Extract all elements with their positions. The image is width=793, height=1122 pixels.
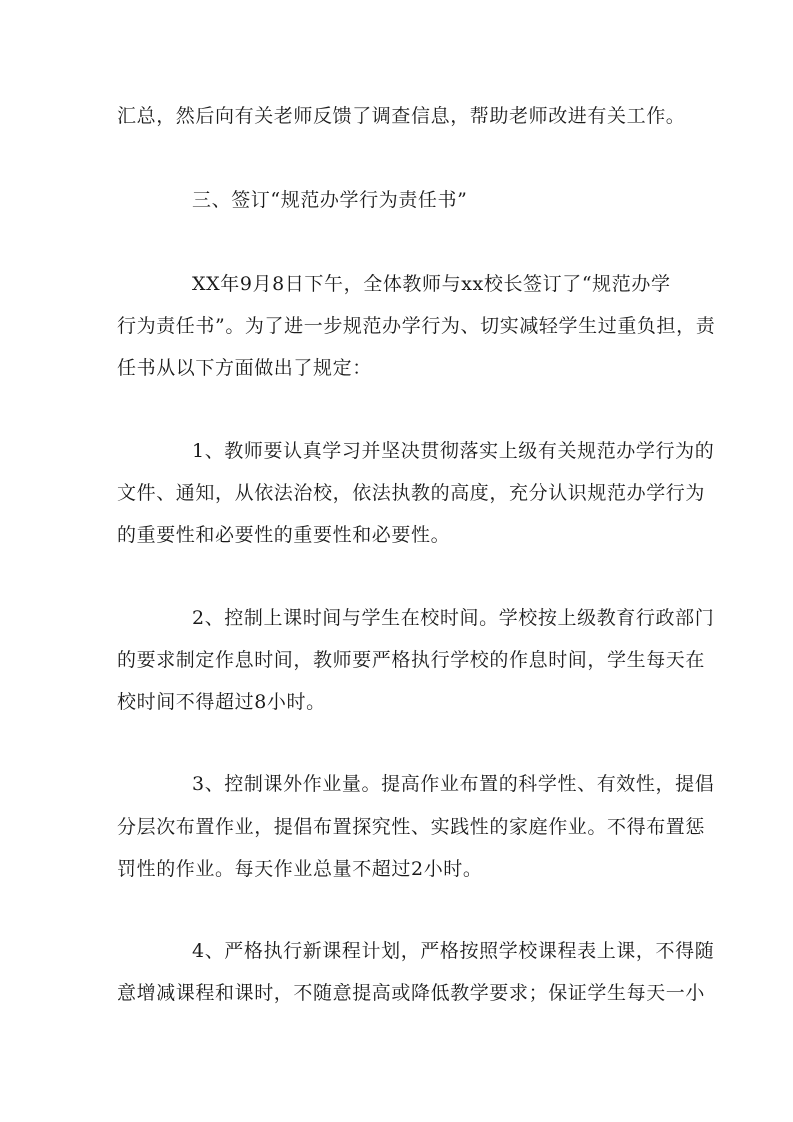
paragraph-line: 行为责任书”。为了进一步规范办学行为、切实减轻学生过重负担，责	[117, 315, 716, 337]
section-heading: 三、签订“规范办学行为责任书”	[192, 189, 468, 211]
paragraph-line: 任书从以下方面做出了规定：	[117, 357, 372, 379]
list-item-1-line: 1、教师要认真学习并坚决贯彻落实上级有关规范办学行为的	[192, 440, 715, 462]
list-item-4-line: 意增减课程和课时，不随意提高或降低教学要求；保证学生每天一小	[117, 982, 706, 1004]
list-item-2-line: 2、控制上课时间与学生在校时间。学校按上级教育行政部门	[192, 607, 715, 629]
list-item-4-line: 4、严格执行新课程计划，严格按照学校课程表上课，不得随	[192, 940, 715, 962]
paragraph-line: XX年9月8日下午，全体教师与xx校长签订了“规范办学	[192, 273, 671, 295]
paragraph-line: 汇总，然后向有关老师反馈了调查信息，帮助老师改进有关工作。	[117, 105, 686, 127]
list-item-3-line: 罚性的作业。每天作业总量不超过2小时。	[117, 858, 483, 880]
list-item-2-line: 的要求制定作息时间，教师要严格执行学校的作息时间，学生每天在	[117, 649, 706, 671]
list-item-1-line: 文件、通知，从依法治校，依法执教的高度，充分认识规范办学行为	[117, 482, 706, 504]
list-item-1-line: 的重要性和必要性的重要性和必要性。	[117, 524, 451, 546]
list-item-3-line: 分层次布置作业，提倡布置探究性、实践性的家庭作业。不得布置惩	[117, 816, 706, 838]
list-item-2-line: 校时间不得超过8小时。	[117, 691, 326, 713]
list-item-3-line: 3、控制课外作业量。提高作业布置的科学性、有效性，提倡	[192, 773, 715, 795]
